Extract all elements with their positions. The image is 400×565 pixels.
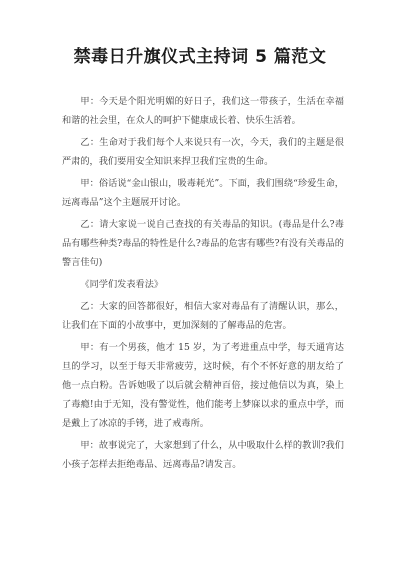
paragraph-7: 甲：有一个男孩，他才 15 岁，为了考进重点中学，每天通宵达旦的学习，以至于每天非常疲劳，这时候，有个不怀好意的朋友给了他一点白粉。告诉她吸了以后就会精神百倍，接过他信以为真，染上了毒瘾!由于无知，没有警觉性，他们能考上梦寐以求的重点中学，而是戴上了冰凉的手铐，进了戒毒所。 xyxy=(62,342,344,429)
paragraph-3: 甲：俗话说“金山银山，吸毒耗光”。下面，我们围绕“珍爱生命，远离毒品”这个主题展开讨论。 xyxy=(62,178,344,208)
paragraph-1: 甲：今天是个阳光明媚的好日子，我们这一带孩子，生活在幸福和谐的社会里，在众人的呵护下健康成长着、快乐生活着。 xyxy=(62,96,344,126)
paragraph-6: 乙：大家的回答都很好，相信大家对毒品有了清醒认识，那么，让我们在下面的小故事中，更加深刻的了解毒品的危害。 xyxy=(62,301,344,331)
paragraph-2: 乙：生命对于我们每个人来说只有一次，今天，我们的主题是很严肃的，我们要用安全知识来捍卫我们宝贵的生命。 xyxy=(62,137,344,167)
document-title: 禁毒日升旗仪式主持词 5 篇范文 xyxy=(73,47,327,67)
paragraph-4: 乙：请大家说一说自己查找的有关毒品的知识。(毒品是什么?毒品有哪些种类?毒品的特性是什么?毒品的危害有哪些?有没有关毒品的警言佳句) xyxy=(62,219,344,268)
document-body xyxy=(62,92,344,477)
paragraph-8: 甲：故事说完了，大家想到了什么，从中吸取什么样的教训?我们小孩子怎样去拒绝毒品、远离毒品?请发言。 xyxy=(62,440,344,470)
paragraph-5: 《同学们发表看法》 xyxy=(80,279,164,290)
